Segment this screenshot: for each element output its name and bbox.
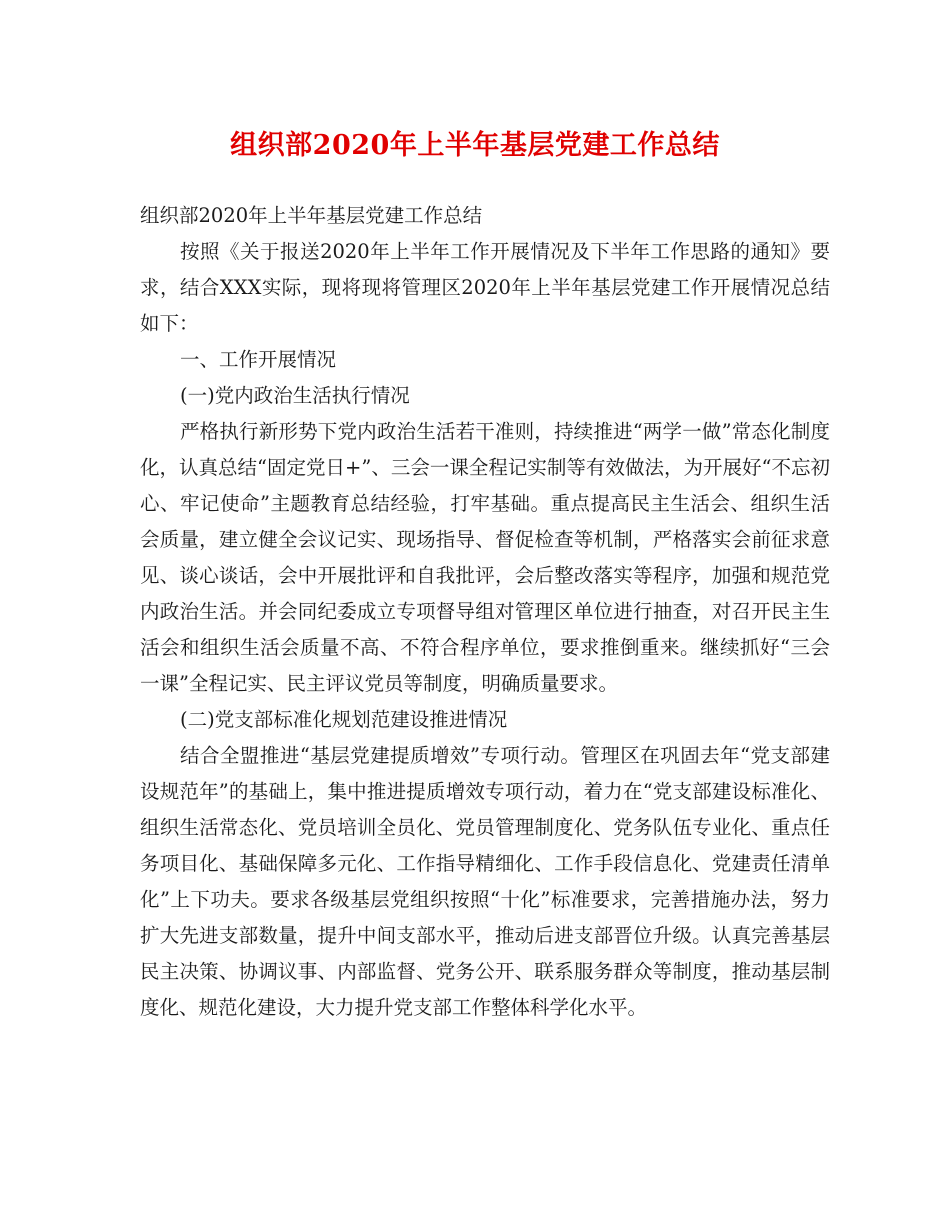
paragraph-intro: 按照《关于报送2020年上半年工作开展情况及下半年工作思路的通知》要求，结合XXX实际，现将现将管理区2020年上半年基层党建工作开展情况总结如下： — [140, 240, 830, 335]
subsection-heading-1: (一)党内政治生活执行情况 — [180, 384, 410, 407]
paragraph-branch-standardization: 结合全盟推进“基层党建提质增效”专项行动。管理区在巩固去年“党支部建设规范年”的基础上，集中推进提质增效专项行动，着力在“党支部建设标准化、组织生活常态化、党员培训全员化、党员管理制度化、党务队伍专业化、重点任务项目化、基础保障多元化、工作指导精细化、工作手段信息化、党建责任清单化”上下功夫。要求各级基层党组织按照“十化”标准要求，完善措施办法，努力扩大先进支部数量，提升中间支部水平，推动后进支部晋位升级。认真完善基层民主决策、协调议事、内部监督、党务公开、联系服务群众等制度，推动基层制度化、规范化建设，大力提升党支部工作整体科学化水平。 — [140, 744, 830, 1019]
paragraph-subtitle: 组织部2020年上半年基层党建工作总结 — [140, 204, 483, 227]
subsection-heading-2: (二)党支部标准化规划范建设推进情况 — [180, 708, 508, 731]
document-title: 组织部2020年上半年基层党建工作总结 — [230, 130, 720, 161]
document-body — [140, 198, 830, 1026]
section-heading-1: 一、工作开展情况 — [180, 348, 337, 371]
paragraph-political-life: 严格执行新形势下党内政治生活若干准则，持续推进“两学一做”常态化制度化，认真总结“固定党日+”、三会一课全程记实制等有效做法，为开展好“不忘初心、牢记使命”主题教育总结经验，打牢基础。重点提高民主生活会、组织生活会质量，建立健全会议记实、现场指导、督促检查等机制，严格落实会前征求意见、谈心谈话，会中开展批评和自我批评，会后整改落实等程序，加强和规范党内政治生活。并会同纪委成立专项督导组对管理区单位进行抽查，对召开民主生活会和组织生活会质量不高、不符合程序单位，要求推倒重来。继续抓好“三会一课”全程记实、民主评议党员等制度，明确质量要求。 — [140, 420, 830, 695]
